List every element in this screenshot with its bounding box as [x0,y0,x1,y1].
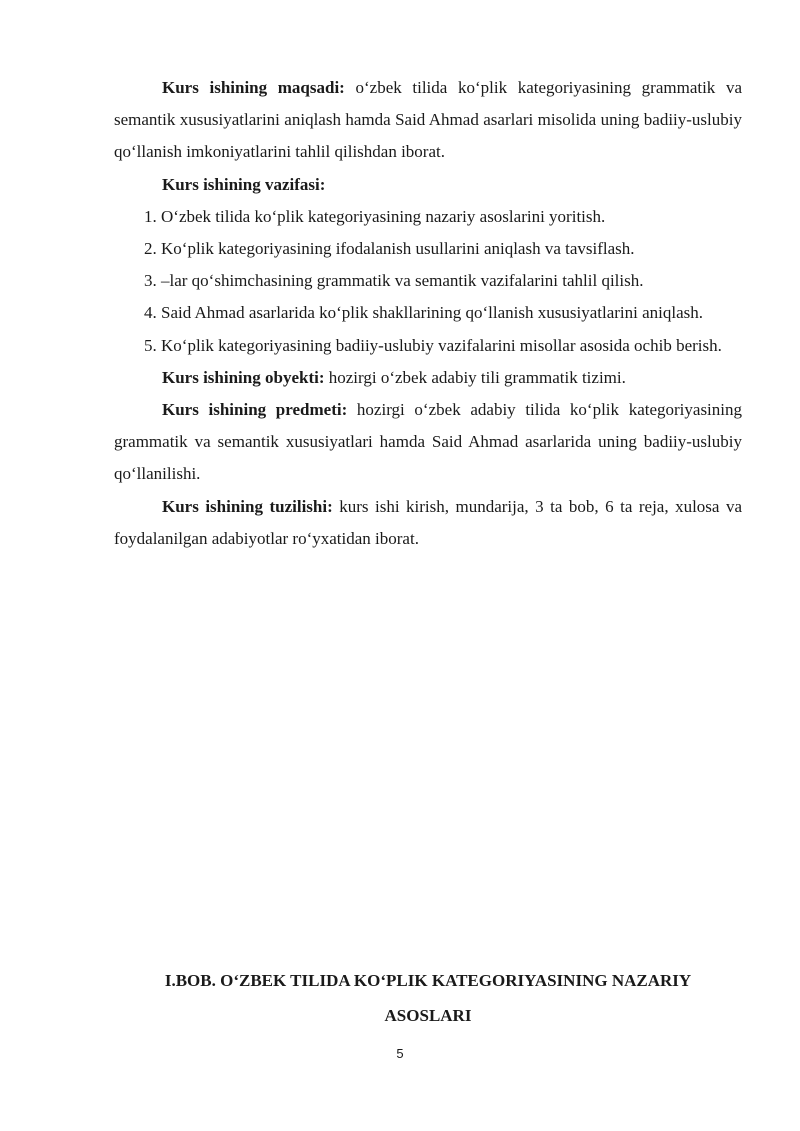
structure-text: kurs ishi kirish, mundarija, 3 ta bob, 6 ta reja, xulosa va foydalanilgan adabiyotlar ro‘yxatidan iborat. [114,496,742,548]
object-text: hozirgi o‘zbek adabiy tili grammatik tizimi. [324,367,626,387]
subject-label: Kurs ishining predmeti: [162,400,348,420]
subject-paragraph [114,394,742,491]
tasks-heading [114,169,742,201]
task-item-2: 2. Ko‘plik kategoriyasining ifodalanish usullarini aniqlash va tavsiflash. [144,239,635,259]
chapter-title-line-2: ASOSLARI [384,1006,472,1025]
task-item-3: 3. –lar qo‘shimchasining grammatik va semantik vazifalarini tahlil qilish. [144,271,644,291]
chapter-title [114,963,742,1033]
object-paragraph [114,362,742,394]
subject-text: hozirgi o‘zbek adabiy tilida ko‘plik kategoriyasining grammatik va semantik xususiyatlari hamda Said Ahmad asarlarida uning badiiy-uslubiy qo‘llanilishi. [114,400,743,484]
tasks-label: Kurs ishining vazifasi: [162,174,326,194]
goal-text: o‘zbek tilida ko‘plik kategoriyasining grammatik va semantik xususiyatlarini aniqlash hamda Said Ahmad asarlari misolida uning badiiy-uslubiy qo‘llanish imkoniyatlarini tahlil qilishdan iborat. [114,78,742,162]
task-item-4: 4. Said Ahmad asarlarida ko‘plik shakllarining qo‘llanish xususiyatlarini aniqlash. [144,303,704,323]
structure-label: Kurs ishining tuzilishi: [162,496,333,516]
object-label: Kurs ishining obyekti: [162,367,325,387]
goal-paragraph [114,72,742,169]
goal-label: Kurs ishining maqsadi: [162,78,345,97]
document-body [114,72,742,555]
task-item-5: 5. Ko‘plik kategoriyasining badiiy-uslubiy vazifalarini misollar asosida ochib berish. [144,335,722,355]
chapter-title-line-1: I.BOB. O‘ZBEK TILIDA KO‘PLIK KATEGORIYASINING NAZARIY [164,971,692,990]
task-item-1: 1. O‘zbek tilida ko‘plik kategoriyasining nazariy asoslarini yoritish. [144,206,606,226]
structure-paragraph [114,491,742,555]
page-number: 5 [396,1046,404,1061]
